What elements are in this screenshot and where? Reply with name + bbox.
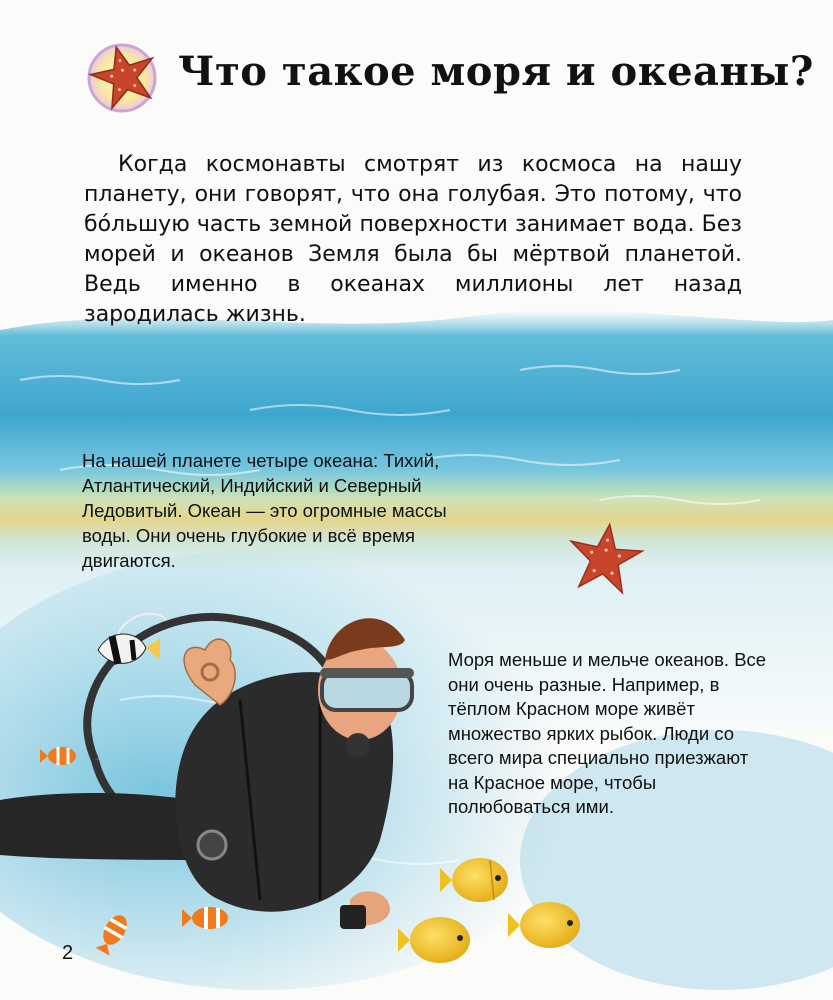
oceans-paragraph: На нашей планете четыре океана: Тихий, Атлантический, Индийский и Северный Ледовитый. Океан — это огромные массы воды. Они очень глубокие и всё время двигаются. <box>82 450 447 571</box>
intro-paragraph: Когда космонавты смотрят из космоса на нашу планету, они говорят, что она голубая. Это потому, что бо́льшую часть земной поверхности занимает вода. Без морей и океанов Земля была бы мёртвой планетой. Ведь именно в океанах миллионы лет назад зародилась жизнь. <box>84 152 742 327</box>
page-number: 2 <box>62 942 74 964</box>
starfish-badge-icon <box>84 42 168 114</box>
seas-paragraph: Моря меньше и мельче океанов. Все они очень разные. Например, в тёплом Красном море живёт множество ярких рыбок. Люди со всего мира специально приезжают на Красное море, чтобы полюбоваться ими. <box>448 649 767 817</box>
page-title: Что такое моря и океаны? <box>178 48 814 95</box>
